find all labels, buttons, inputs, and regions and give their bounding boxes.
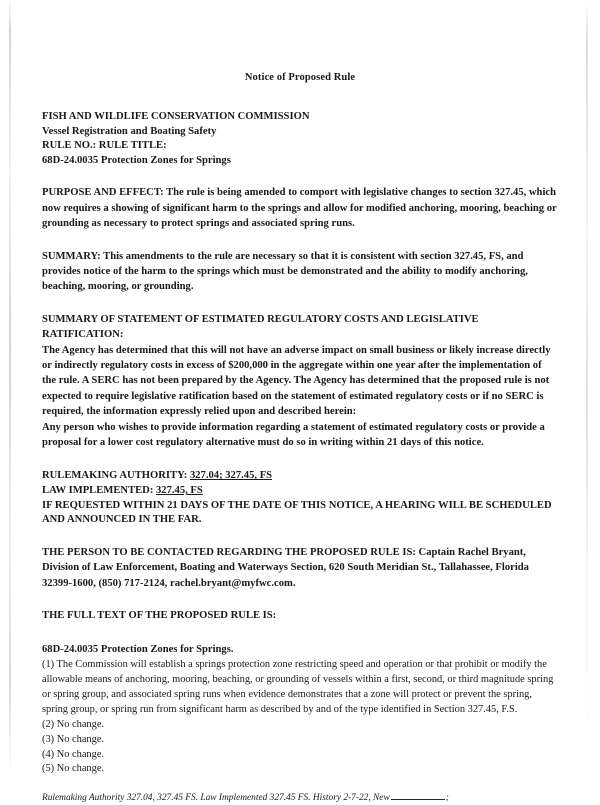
full-text-heading: THE FULL TEXT OF THE PROPOSED RULE IS:	[42, 610, 277, 622]
hearing-notice-paragraph: IF REQUESTED WITHIN 21 DAYS OF THE DATE OF THIS NOTICE, A HEARING WILL BE SCHEDULED AND ANNOUNCED IN THE FAR.	[42, 499, 552, 526]
rule-number-title: 68D-24.0035 Protection Zones for Springs	[42, 154, 231, 166]
rulemaking-authority-line	[42, 469, 558, 484]
law-implemented-line	[42, 484, 558, 499]
law-implemented-citation: 327.45, FS	[156, 485, 203, 497]
document-body	[42, 0, 558, 805]
summary-paragraph: SUMMARY: This amendments to the rule are necessary so that it is consistent with section 327.45, FS, and provides notice of the harm to the springs which must be demonstrated and the ability to modify anchoring, beaching, mooring, or grounding.	[42, 250, 528, 293]
authority-block	[42, 469, 558, 527]
serc-body-paragraph: The Agency has determined that this will not have an adverse impact on small business or likely increase directly or indirectly regulatory costs in excess of $200,000 in the aggregate within one year after the implementation of the rule. A SERC has not been prepared by the Agency. The Agency has determined that the proposed rule is not expected to require legislative ratification based on the statement of estimated regulatory costs or if no SERC is required, the information expressly relied upon and described herein:	[42, 344, 551, 418]
purpose-and-effect-paragraph: PURPOSE AND EFFECT: The rule is being amended to comport with legislative changes to section 327.45, which now requires a showing of significant harm to the springs and allow for modified anchoring, mooring, beaching or grounding as necessary to protect springs and associated spring runs.	[42, 187, 557, 230]
rule-paragraph-2: (2) No change.	[42, 719, 105, 731]
page-title: Notice of Proposed Rule	[244, 72, 356, 83]
rule-paragraph-1: (1) The Commission will establish a springs protection zone restricting speed and operation or that prohibit or modify the allowable means of anchoring, mooring, beaching, or grounding of vessels within a first, second, or third magnitude spring or spring group, and associated spring runs when evidence demonstrates that a zone will protect or prevent the spring, spring group, or spring run from significant harm as described by and of the type identified in Section 327.45, F.S.	[42, 659, 554, 716]
law-implemented-label: LAW IMPLEMENTED:	[42, 485, 154, 497]
footer-blank-line	[391, 790, 445, 800]
rulemaking-authority-citation: 327.04; 327.45, FS	[189, 470, 273, 482]
rule-paragraph-3: (3) No change.	[42, 733, 105, 745]
serc-proposal-paragraph: Any person who wishes to provide information regarding a statement of estimated regulatory costs or provide a proposal for a lower cost regulatory alternative must do so in writing within 21 days of this notice.	[42, 421, 545, 449]
rule-number-label: RULE NO.: RULE TITLE:	[42, 140, 167, 152]
contact-paragraph: THE PERSON TO BE CONTACTED REGARDING THE PROPOSED RULE IS: Captain Rachel Bryant, Division of Law Enforcement, Boating and Waterways Section, 620 South Meridian St., Tallahassee, Florida 32399-1600, (850) 717-2124, rachel.bryant@myfwc.com.	[42, 546, 529, 589]
agency-header	[42, 110, 558, 168]
agency-division-name: Vessel Registration and Boating Safety	[42, 125, 217, 137]
footer-citation-text: Rulemaking Authority 327.04, 327.45 FS. Law Implemented 327.45 FS. History 2-7-22, New	[42, 792, 390, 803]
rule-paragraph-4: (4) No change.	[42, 748, 105, 760]
scan-artifact-left-edge	[9, 0, 11, 776]
serc-heading: SUMMARY OF STATEMENT OF ESTIMATED REGULATORY COSTS AND LEGISLATIVE RATIFICATION:	[42, 313, 479, 341]
footer-citation	[42, 790, 558, 805]
rule-section-heading: 68D-24.0035 Protection Zones for Springs.	[42, 644, 234, 656]
scan-artifact-right-edge	[586, 0, 588, 776]
rule-paragraph-5: (5) No change.	[42, 763, 105, 775]
rulemaking-authority-label: RULEMAKING AUTHORITY:	[42, 470, 188, 482]
footer-citation-terminator: ;	[445, 792, 449, 803]
agency-commission-name: FISH AND WILDLIFE CONSERVATION COMMISSION	[42, 111, 310, 122]
